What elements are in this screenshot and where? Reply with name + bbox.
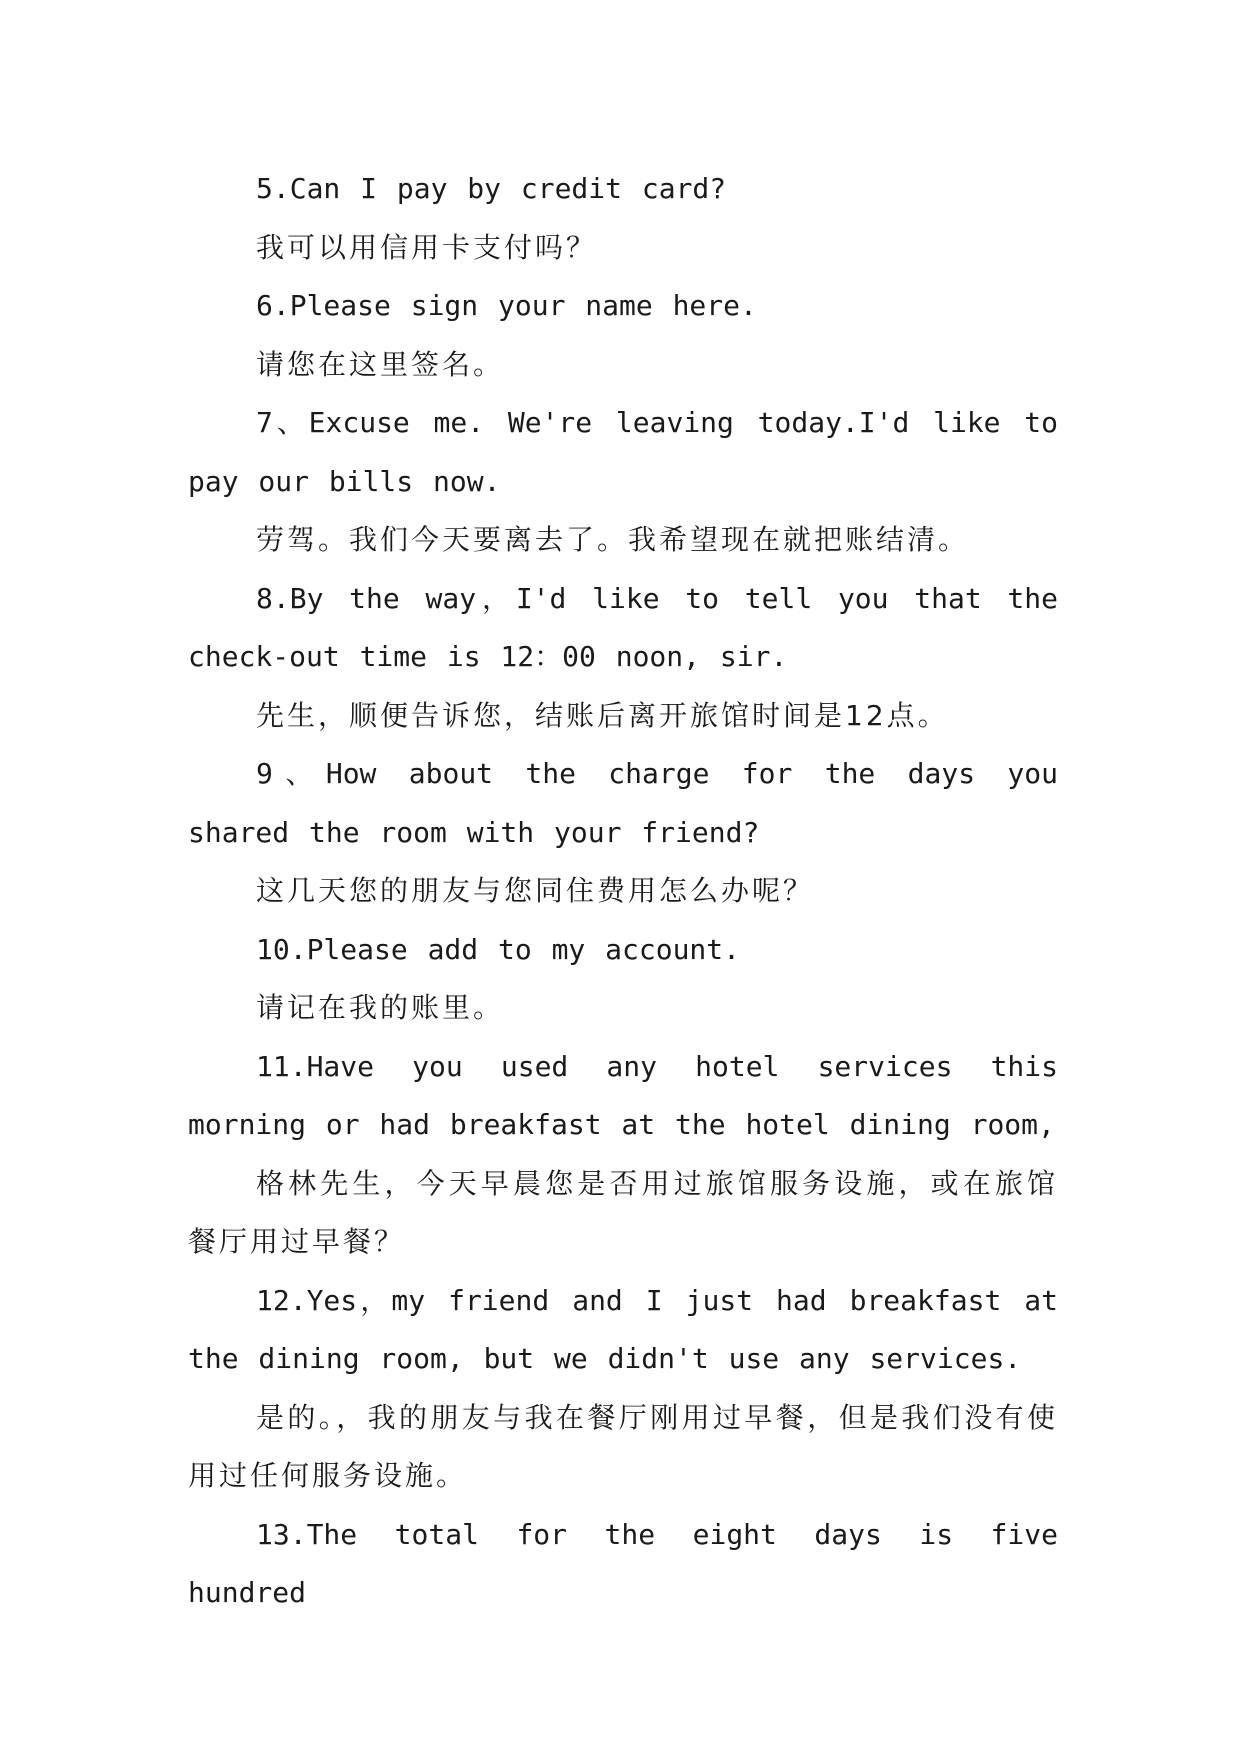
paragraph-7-en: 7、Excuse me. We're leaving today.I'd like to pay our bills now. (188, 406, 1058, 498)
paragraph-11-en: 11.Have you used any hotel services this morning or had breakfast at the hotel dining room, (188, 1049, 1058, 1141)
paragraph-7-zh: 劳驾。我们今天要离去了。我希望现在就把账结清。 (256, 523, 970, 556)
paragraph-12-zh: 是的。，我的朋友与我在餐厅刚用过早餐，但是我们没有使用过任何服务设施。 (188, 1400, 1058, 1492)
paragraph-5-zh: 我可以用信用卡支付吗？ (256, 230, 598, 264)
paragraph-6-zh: 请您在这里签名。 (256, 347, 505, 381)
paragraph-5-en: 5.Can I pay by credit card? (256, 172, 727, 205)
paragraph-10-en: 10.Please add to my account. (256, 932, 741, 966)
paragraph-13-en: 13.The total for the eight days is five hundred (188, 1517, 1058, 1609)
paragraph-9-zh: 这几天您的朋友与您同住费用怎么办呢？ (256, 874, 815, 907)
paragraph-8-zh: 先生，顺便告诉您，结账后离开旅馆时间是12点。 (256, 698, 949, 732)
paragraph-8-en: 8.By the way，I'd like to tell you that the check-out time is 12：00 noon, sir. (188, 581, 1058, 673)
paragraph-11-zh: 格林先生，今天早晨您是否用过旅馆服务设施，或在旅馆餐厅用过早餐？ (188, 1166, 1058, 1258)
paragraph-12-en: 12.Yes，my friend and I just had breakfast at the dining room, but we didn't use any services. (188, 1283, 1058, 1375)
paragraph-6-en: 6.Please sign your name here. (256, 289, 757, 322)
paragraph-10-zh: 请记在我的账里。 (256, 991, 505, 1024)
document-body (188, 160, 1058, 1623)
paragraph-9-en: 9、How about the charge for the days you shared the room with your friend? (188, 757, 1058, 849)
